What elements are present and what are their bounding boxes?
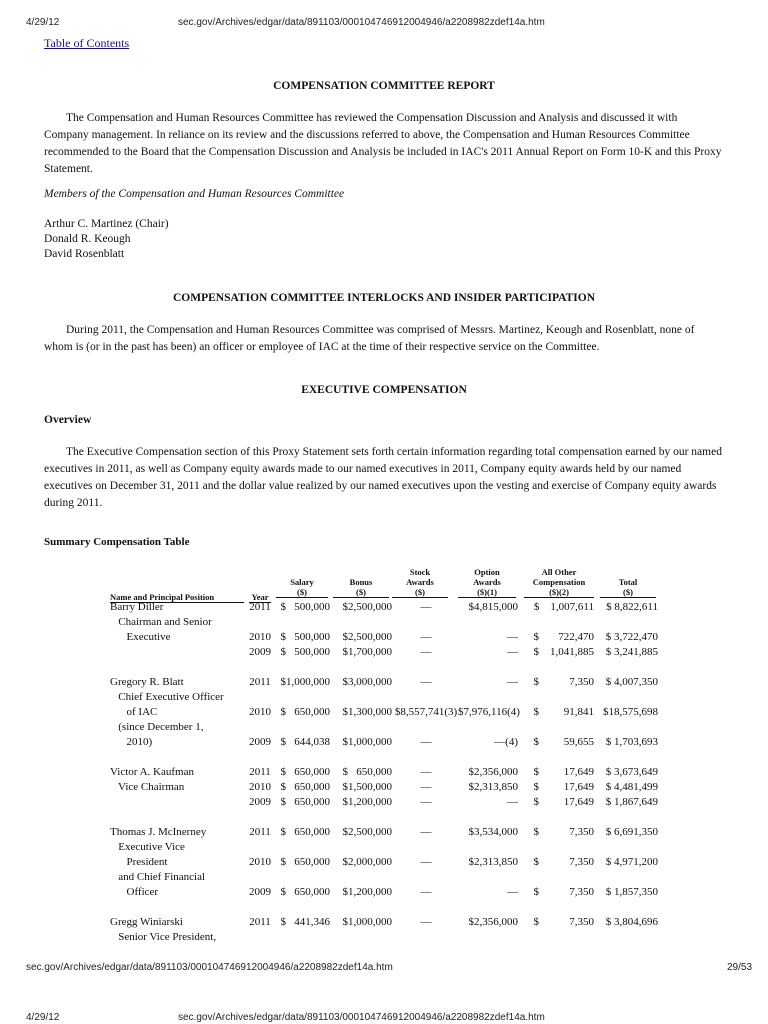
cell-total: $ 4,481,499 (605, 781, 658, 793)
cell-stock: — (420, 856, 432, 868)
table-header (0, 565, 768, 605)
col-header-stock-1: Stock (409, 567, 431, 577)
cell-salary: $ 500,000 (280, 601, 330, 613)
cell-bonus: $1,200,000 (342, 796, 392, 808)
cell-total: $ 3,241,885 (605, 646, 658, 658)
cell-option: $2,313,850 (468, 856, 518, 868)
interlocks-title: COMPENSATION COMMITTEE INTERLOCKS AND INSIDER PARTICIPATION (172, 292, 596, 304)
cell-name: Gregg Winiarski (110, 916, 183, 928)
cell-bonus: $3,000,000 (342, 676, 392, 688)
col-header-name: Name and Principal Position (110, 592, 244, 603)
next-page-date: 4/29/12 (26, 1012, 60, 1023)
cell-option: — (507, 886, 518, 898)
cell-year: 2009 (249, 736, 271, 748)
table-title: Summary Compensation Table (44, 536, 190, 548)
cell-other: $ 91,841 (533, 706, 594, 718)
comp-report-title: COMPENSATION COMMITTEE REPORT (273, 80, 495, 92)
summary-compensation-table (0, 600, 768, 950)
cell-total: $ 4,007,350 (605, 676, 658, 688)
comp-report-paragraph: The Compensation and Human Resources Committee has reviewed the Compensation Discussion and Analysis and discussed it with Company management. In reliance on its review and the discussions referred to above, the Compensation and Human Resources Committee recommended to the Board that the Compensation Discussion and Analysis be included in IAC's 2011 Annual Report on Form 10-K and this Proxy Statement. (44, 112, 722, 175)
footer-page-number: 29/53 (727, 962, 753, 973)
cell-option: — (507, 631, 518, 643)
cell-year: 2011 (249, 916, 271, 928)
cell-stock: — (420, 916, 432, 928)
print-url: sec.gov/Archives/edgar/data/891103/000104746912004946/a2208982zdef14a.htm (178, 17, 545, 28)
cell-total: $ 1,703,693 (605, 736, 658, 748)
cell-total: $ 8,822,611 (606, 601, 658, 613)
cell-bonus: $1,000,000 (342, 736, 392, 748)
cell-stock: — (420, 796, 432, 808)
col-header-stock-3: ($) (392, 587, 448, 598)
cell-bonus: $2,500,000 (342, 601, 392, 613)
table-row (0, 885, 768, 900)
table-row (0, 765, 768, 780)
cell-name: Senior Vice President, (110, 931, 217, 943)
cell-name: Executive (110, 631, 171, 643)
table-row (0, 705, 768, 720)
cell-year: 2010 (249, 856, 271, 868)
cell-option: $2,313,850 (468, 781, 518, 793)
col-header-option-3: ($)(1) (458, 587, 516, 598)
table-row (0, 780, 768, 795)
cell-name: Gregory R. Blatt (110, 676, 184, 688)
member-1: Arthur C. Martinez (Chair) (44, 218, 169, 230)
cell-other: $ 17,649 (533, 781, 594, 793)
cell-stock: — (420, 826, 432, 838)
cell-bonus: $2,000,000 (342, 856, 392, 868)
cell-total: $ 1,857,350 (605, 886, 658, 898)
col-header-year: Year (249, 592, 271, 603)
cell-name: Barry Diller (110, 601, 164, 613)
col-header-other-1: All Other (541, 567, 577, 577)
cell-year: 2009 (249, 886, 271, 898)
cell-other: $ 1,041,885 (533, 646, 594, 658)
col-header-option-2: Awards (473, 577, 501, 587)
cell-year: 2010 (249, 631, 271, 643)
cell-bonus: $2,500,000 (342, 826, 392, 838)
cell-stock: $8,557,741(3) (394, 706, 458, 718)
col-header-bonus-2: ($) (333, 587, 389, 598)
cell-year: 2011 (249, 676, 271, 688)
cell-salary: $ 644,038 (280, 736, 330, 748)
member-3: David Rosenblatt (44, 248, 125, 260)
cell-option: $7,976,116(4) (458, 706, 520, 718)
cell-total: $ 6,691,350 (605, 826, 658, 838)
cell-salary: $ 650,000 (280, 766, 330, 778)
table-row (0, 855, 768, 870)
cell-name: of IAC (110, 706, 158, 718)
cell-year: 2011 (249, 766, 271, 778)
col-header-total-1: Total (618, 577, 638, 587)
cell-bonus: $ 650,000 (342, 766, 392, 778)
table-row (0, 660, 768, 675)
cell-salary: $ 650,000 (280, 856, 330, 868)
cell-stock: — (420, 736, 432, 748)
cell-salary: $ 500,000 (280, 646, 330, 658)
col-header-other-2: Compensation (532, 577, 586, 587)
cell-other: $ 7,350 (533, 916, 594, 928)
cell-stock: — (420, 886, 432, 898)
cell-name: Chairman and Senior (110, 616, 212, 628)
table-row (0, 645, 768, 660)
cell-salary: $ 441,346 (280, 916, 330, 928)
cell-total: $ 3,673,649 (605, 766, 658, 778)
cell-name: Officer (110, 886, 159, 898)
cell-other: $ 7,350 (533, 826, 594, 838)
cell-total: $ 3,804,696 (605, 916, 658, 928)
cell-total: $ 3,722,470 (605, 631, 658, 643)
table-row (0, 750, 768, 765)
cell-option: — (507, 646, 518, 658)
next-page-url: sec.gov/Archives/edgar/data/891103/000104746912004946/a2208982zdef14a.htm (178, 1012, 545, 1023)
table-row (0, 795, 768, 810)
cell-salary: $ 500,000 (280, 631, 330, 643)
cell-option: $2,356,000 (468, 916, 518, 928)
cell-total: $ 1,867,649 (605, 796, 658, 808)
table-row (0, 675, 768, 690)
table-row (0, 915, 768, 930)
cell-bonus: $2,500,000 (342, 631, 392, 643)
members-heading: Members of the Compensation and Human Resources Committee (44, 188, 345, 200)
cell-stock: — (420, 676, 432, 688)
cell-option: $2,356,000 (468, 766, 518, 778)
cell-year: 2009 (249, 796, 271, 808)
col-header-salary-2: ($) (276, 587, 328, 598)
table-row (0, 735, 768, 750)
cell-salary: $1,000,000 (280, 676, 330, 688)
cell-name: Executive Vice (110, 841, 185, 853)
col-header-stock-2: Awards (406, 577, 434, 587)
cell-name: Thomas J. McInerney (110, 826, 207, 838)
cell-year: 2009 (249, 646, 271, 658)
cell-other: $ 1,007,611 (533, 601, 594, 613)
cell-stock: — (420, 601, 432, 613)
cell-name: 2010) (110, 736, 153, 748)
cell-total: $18,575,698 (603, 706, 658, 718)
cell-other: $ 722,470 (533, 631, 594, 643)
cell-stock: — (420, 646, 432, 658)
cell-stock: — (420, 631, 432, 643)
footer-url: sec.gov/Archives/edgar/data/891103/000104746912004946/a2208982zdef14a.htm (26, 962, 393, 973)
table-row (0, 690, 768, 705)
exec-comp-title: EXECUTIVE COMPENSATION (301, 384, 467, 396)
cell-option: —(4) (494, 736, 518, 748)
cell-name: Vice Chairman (110, 781, 185, 793)
cell-name: and Chief Financial (110, 871, 206, 883)
table-row (0, 900, 768, 915)
overview-paragraph: The Executive Compensation section of this Proxy Statement sets forth certain information regarding total compensation earned by our named executives in 2011, as well as Company equity awards made to our named executives in 2011, Company equity awards held by our named executives on December 31, 2011 and the dollar value realized by our named executives upon the vesting and exercise of Company equity awards during 2011. (44, 446, 722, 509)
cell-salary: $ 650,000 (280, 706, 330, 718)
col-header-total-2: ($) (600, 587, 656, 598)
col-header-bonus-1: Bonus (349, 577, 373, 587)
cell-other: $ 7,350 (533, 676, 594, 688)
cell-other: $ 7,350 (533, 886, 594, 898)
cell-name: (since December 1, (110, 721, 204, 733)
table-row (0, 720, 768, 735)
cell-bonus: $1,700,000 (342, 646, 392, 658)
table-row (0, 840, 768, 855)
cell-option: — (507, 676, 518, 688)
cell-bonus: $1,500,000 (342, 781, 392, 793)
cell-bonus: $1,200,000 (342, 886, 392, 898)
cell-name: Chief Executive Officer (110, 691, 224, 703)
cell-salary: $ 650,000 (280, 796, 330, 808)
cell-year: 2010 (249, 781, 271, 793)
table-row (0, 870, 768, 885)
cell-salary: $ 650,000 (280, 886, 330, 898)
cell-salary: $ 650,000 (280, 781, 330, 793)
cell-option: $4,815,000 (468, 601, 518, 613)
print-date: 4/29/12 (26, 17, 60, 28)
cell-name: President (110, 856, 168, 868)
cell-name: Victor A. Kaufman (110, 766, 194, 778)
col-header-other-3: ($)(2) (524, 587, 594, 598)
cell-other: $ 59,655 (533, 736, 594, 748)
table-of-contents-link[interactable]: Table of Contents (44, 36, 130, 50)
cell-total: $ 4,971,200 (605, 856, 658, 868)
col-header-salary-1: Salary (290, 577, 314, 587)
interlocks-paragraph: During 2011, the Compensation and Human Resources Committee was comprised of Messrs. Martinez, Keough and Rosenblatt, none of whom is (or in the past has been) an officer or employee of IAC at the time of their respective service on the Committee. (44, 324, 695, 353)
col-header-option-1: Option (474, 567, 500, 577)
cell-year: 2011 (249, 601, 271, 613)
table-row (0, 825, 768, 840)
cell-stock: — (420, 766, 432, 778)
cell-stock: — (420, 781, 432, 793)
cell-other: $ 17,649 (533, 796, 594, 808)
cell-year: 2011 (249, 826, 271, 838)
cell-option: $3,534,000 (468, 826, 518, 838)
cell-bonus: $1,300,000 (342, 706, 392, 718)
cell-year: 2010 (249, 706, 271, 718)
cell-salary: $ 650,000 (280, 826, 330, 838)
table-row (0, 615, 768, 630)
cell-option: — (507, 796, 518, 808)
cell-bonus: $1,000,000 (342, 916, 392, 928)
member-2: Donald R. Keough (44, 233, 131, 245)
cell-other: $ 7,350 (533, 856, 594, 868)
table-row (0, 630, 768, 645)
cell-other: $ 17,649 (533, 766, 594, 778)
table-row (0, 810, 768, 825)
overview-heading: Overview (44, 414, 92, 426)
table-row (0, 930, 768, 945)
table-row (0, 600, 768, 615)
